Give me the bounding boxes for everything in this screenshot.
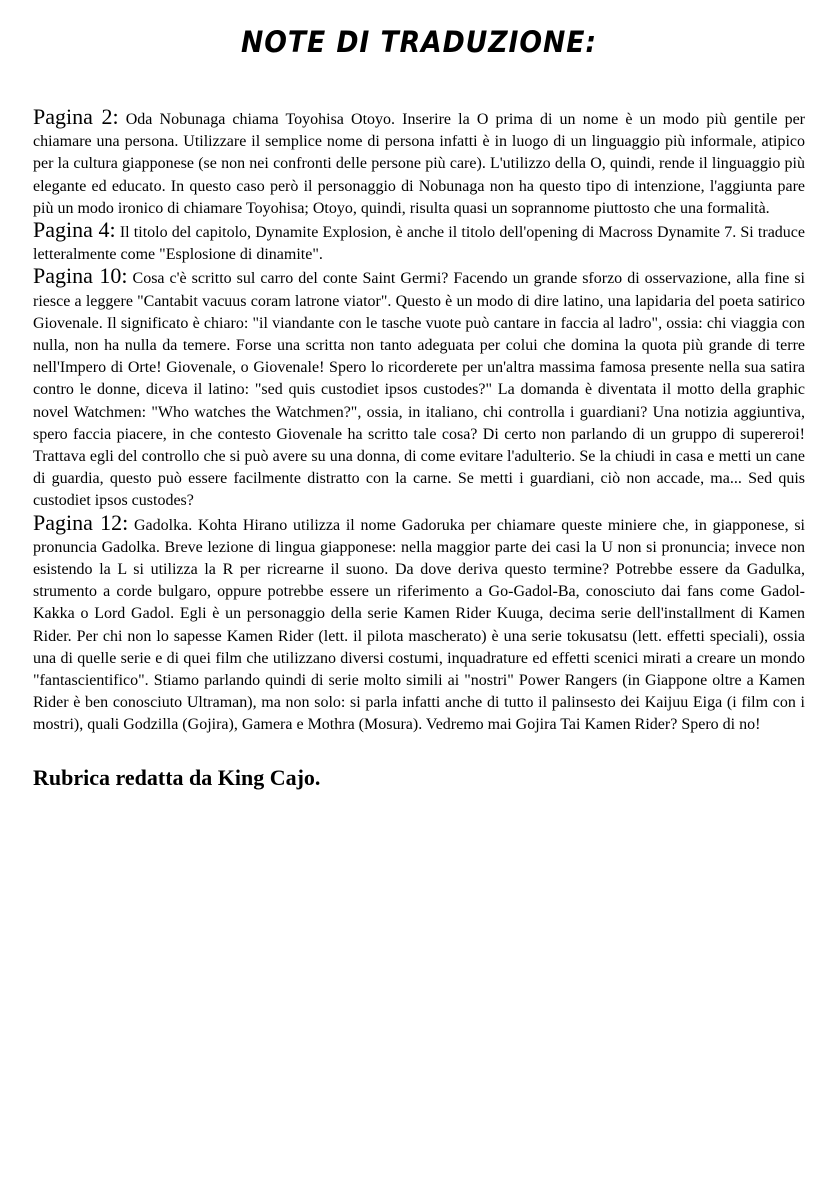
note-text: Il titolo del capitolo, Dynamite Explosion, è anche il titolo dell'opening di Macross Dynamite 7. Si traduce letteralmente come "Esplosione di dinamite". [33,224,805,264]
note-entry-page-4 [33,217,805,266]
note-entry-page-2 [33,104,805,220]
note-entry-page-12 [33,509,805,737]
note-text: Cosa c'è scritto sul carro del conte Saint Germi? Facendo un grande sforzo di osservazione, alla fine si riesce a leggere "Cantabit vacuus coram latrone viator". Questo è un modo di dire latino, una lapidaria del poeta satirico Giovenale. Il significato è chiaro: "il viandante con le tasche vuote può cantare in faccia al ladro", ossia: chi viaggia con nulla, non ha nulla da temere. Forse una scritta non tanto adeguata per colui che domina la quota più grande di terre nell'Impero di Orte! Giovenale, o Giovenale! Spero lo ricorderete per un'altra massima famosa presente nella sua satira contro le donne, diceva il latino: "sed quis custodiet ipsos custodes?" La domanda è diventata il motto della graphic novel Watchmen: "Who watches the Watchmen?", ossia, in italiano, chi controlla i guardiani? Una notizia aggiuntiva, spero faccia piacere, in che contesto Giovenale ha scritto tale cosa? Di certo non parlando di un gruppo di supereroi! Trattava egli del controllo che si può avere su una donna, di come evitare l'adulterio. Se la chiudi in casa e metti un cane di guardia, questo può essere facilmente distratto con la carne. Se metti i guardiani, ciò non accade, ma... Sed quis custodiet ipsos custodes? [33,270,805,510]
note-text: Oda Nobunaga chiama Toyohisa Otoyo. Inserire la O prima di un nome è un modo più gentile per chiamare una persona. Utilizzare il semplice nome di persona infatti è in luogo di un linguaggio più informale, atipico per la cultura giapponese (se non nei confronti delle persone più care). L'utilizzo della O, quindi, rende il linguaggio più elegante ed educato. In questo caso però il personaggio di Nobunaga non ha questo tipo di intenzione, l'aggiunta pare più un modo ironico di chiamare Toyohisa; Otoyo, quindi, risulta quasi un soprannome piuttosto che una formalità. [33,111,805,217]
note-text: Gadolka. Kohta Hirano utilizza il nome Gadoruka per chiamare queste miniere che, in giapponese, si pronuncia Gadolka. Breve lezione di lingua giapponese: nella maggior parte dei casi la U non si pronuncia; invece non esistendo la L si utilizza la R per ricrearne il suono. Da dove deriva questo termine? Potrebbe essere da Gadulka, strumento a corde bulgaro, oppure potrebbe essere un riferimento a Go-Gadol-Ba, conosciuto dai fans come Gadol-Kakka o Lord Gadol. Egli è un personaggio della serie Kamen Rider Kuuga, decima serie dell'installment di Kamen Rider. Per chi non lo sapesse Kamen Rider (lett. il pilota mascherato) è una serie tokusatsu (lett. effetti speciali), ossia una di quelle serie e di quei film che utilizzano diversi costumi, inquadrature ed effetti scenici mirati a creare un mondo "fantascientifico". Stiamo parlando quindi di serie molto simili ai "nostri" Power Rangers (in Giappone oltre a Kamen Rider è ben conosciuto Ultraman), ma non solo: si parla infatti anche di tutto il palinsesto dei Kaijuu Eiga (i film con i mostri), quali Godzilla (Gojira), Gamera e Mothra (Mosura). Vedremo mai Gojira Tai Kamen Rider? Spero di no! [33,516,805,734]
note-entry-page-10 [33,263,805,512]
page-title: NOTE DI TRADUZIONE: [241,25,597,59]
author-signature: Rubrica redatta da King Cajo. [33,764,321,790]
note-label: Pagina 2: [33,104,119,129]
note-label: Pagina 12: [33,509,129,535]
note-label: Pagina 4: [33,217,116,243]
note-label: Pagina 10: [33,263,128,289]
